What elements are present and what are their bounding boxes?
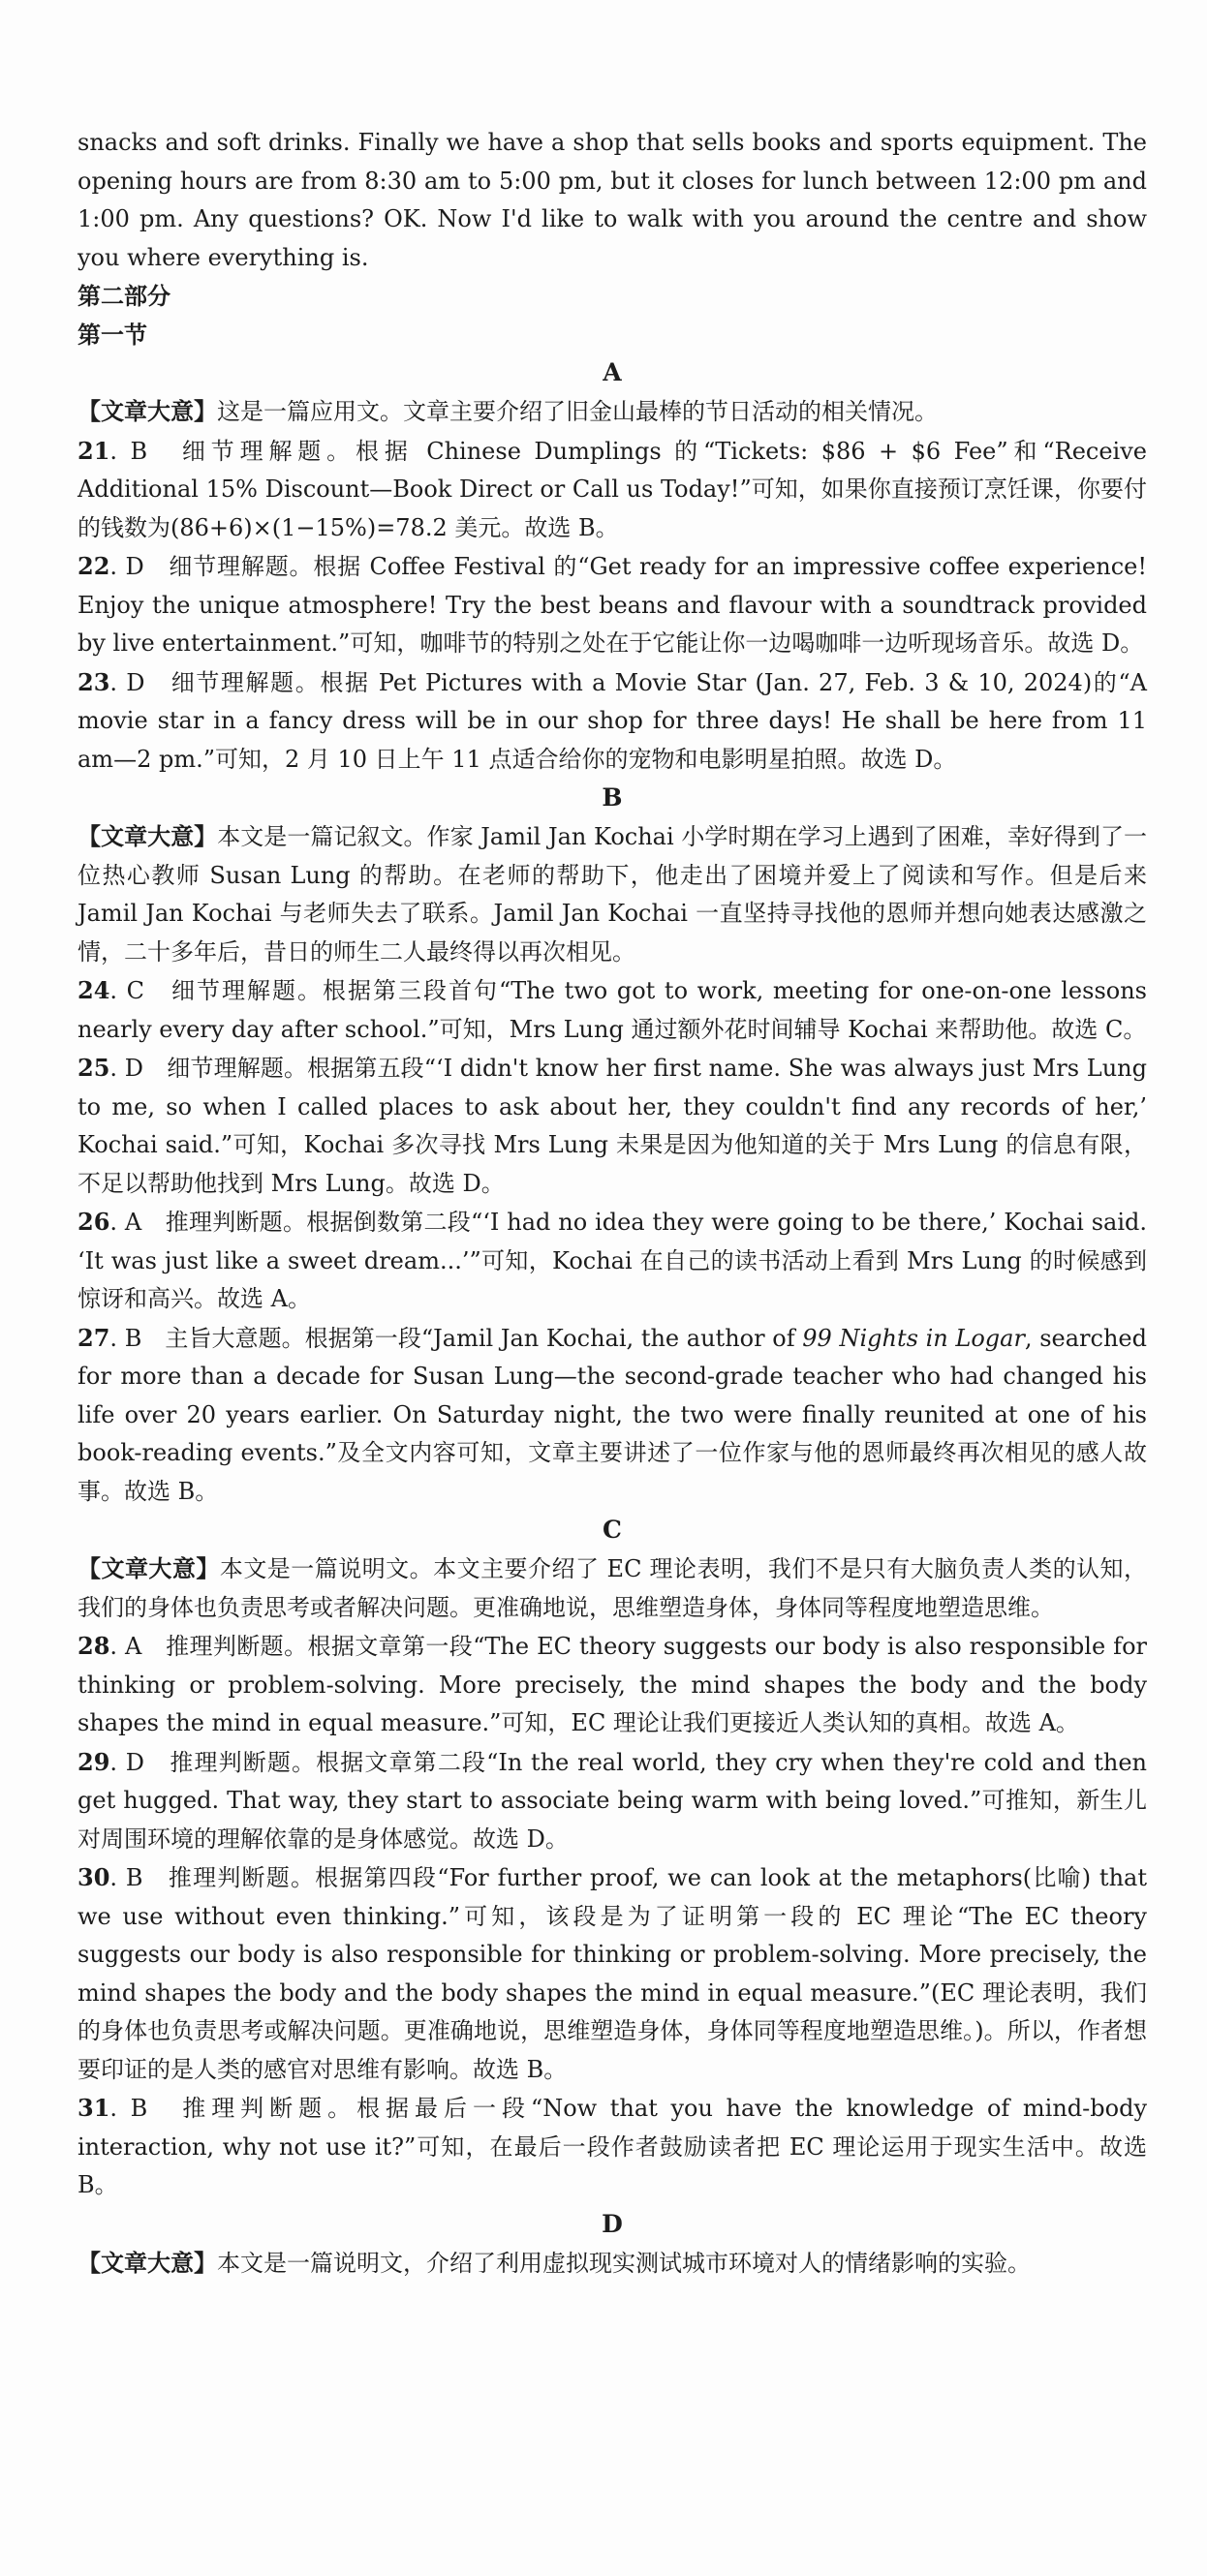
section-b-letter: B — [602, 783, 623, 812]
summary-tag: 【文章大意】 — [77, 397, 217, 425]
question-number: 21 — [77, 436, 110, 465]
section-b-summary — [77, 817, 1155, 971]
answer-text: . D 细节理解题。根据第五段“‘I didn't know her first name. She was always just Mrs Lung to me, so when I called places to ask about her, they couldn't find any records of her,’ Kochai said.”可知，Kochai 多次寻找 Mrs Lung 未果是因为他知道的关于 Mrs Lung 的信息有限，不足以帮助他找到 Mrs Lung。故选 D。 — [77, 1055, 1155, 1197]
question-number: 24 — [77, 976, 110, 1004]
summary-tag: 【文章大意】 — [77, 1554, 220, 1582]
answer-item — [77, 1627, 1155, 1743]
subsection-heading: 第一节 — [77, 320, 147, 349]
question-number: 26 — [77, 1208, 110, 1236]
answer-item — [77, 1858, 1155, 2089]
answer-text: . A 推理判断题。根据倒数第二段“‘I had no idea they were going to be there,’ Kochai said. ‘It was just like a sweet dream...’”可知，Kochai 在自己的读书活动上看到 Mrs Lung 的时候感到惊讶和高兴。故选 A。 — [77, 1209, 1155, 1312]
answer-item — [77, 547, 1155, 663]
question-number: 31 — [77, 2094, 110, 2122]
answer-text: . C 细节理解题。根据第三段首句“The two got to work, meeting for one-on-one lessons nearly every day after school.”可知，Mrs Lung 通过额外花时间辅导 Kochai 来帮助他。故选 C。 — [77, 977, 1155, 1043]
section-a-letter: A — [603, 358, 622, 386]
question-number: 28 — [77, 1632, 110, 1660]
answer-item — [77, 1049, 1155, 1203]
summary-text: 本文是一篇说明文，介绍了利用虚拟现实测试城市环境对人的情绪影响的实验。 — [217, 2249, 1031, 2277]
answer-text: , searched for more than a decade for Susan Lung—the second-grade teacher who had changed his life over 20 years earlier. On Saturday night, the two were finally reunited at one of his book-reading events.”及全文内容可知，文章主要讲述了一位作家与他的恩师最终再次相见的感人故事。故选 B。 — [77, 1324, 1155, 1505]
answer-text: . B 主旨大意题。根据第一段“Jamil Jan Kochai, the author of — [109, 1324, 803, 1352]
question-number: 23 — [77, 667, 110, 696]
section-a-summary — [77, 392, 1147, 432]
answer-item — [77, 663, 1155, 780]
answer-text: . A 推理判断题。根据文章第一段“The EC theory suggests our body is also responsible for thinking or problem-solving. More precisely, the mind shapes the body and the body shapes the mind in equal measure.”可知，EC 理论让我们更接近人类认知的真相。故选 A。 — [77, 1633, 1155, 1736]
intro-paragraph: snacks and soft drinks. Finally we have a shop that sells books and sports equipment. The opening hours are from 8:30 am to 5:00 pm, but it closes for lunch between 12:00 pm and 1:00 pm. Any questions? OK. Now I'd like to walk with you around the centre and show you where everything is. — [77, 129, 1155, 271]
answer-item — [77, 971, 1155, 1049]
section-c-letter: C — [603, 1516, 622, 1544]
section-c-summary — [77, 1549, 1147, 1627]
answer-text: . B 推理判断题。根据第四段“For further proof, we can look at the metaphors(比喻) that we use without even thinking.”可知，该段是为了证明第一段的 EC 理论“The EC theory suggests our body is also responsible for thinking or problem-solving. More precisely, the mind shapes the body and the body shapes the mind in equal measure.”(EC 理论表明，我们的身体也负责思考或解决问题。更准确地说，思维塑造身体，身体同等程度地塑造思维。)。所以，作者想要印证的是人类的感官对思维有影响。故选 B。 — [77, 1864, 1155, 2083]
answer-text: . D 细节理解题。根据 Coffee Festival 的“Get ready for an impressive coffee experience! Enjoy the unique atmosphere! Try the best beans and flavour with a soundtrack provided by live entertainment.”可知，咖啡节的特别之处在于它能让你一边喝咖啡一边听现场音乐。故选 D。 — [77, 553, 1155, 657]
answer-text: . B 细节理解题。根据 Chinese Dumplings 的“Tickets: $86 + $6 Fee”和“Receive Additional 15% Discount—Book Direct or Call us Today!”可知，如果你直接预订烹饪课，你要付的钱数为(86+6)×(1−15%)=78.2 美元。故选 B。 — [77, 437, 1155, 541]
question-number: 22 — [77, 552, 110, 580]
section-d-letter: D — [602, 2209, 623, 2238]
answer-item — [77, 1319, 1155, 1512]
summary-text: 这是一篇应用文。文章主要介绍了旧金山最棒的节日活动的相关情况。 — [217, 398, 938, 425]
answer-text: . B 推理判断题。根据最后一段“Now that you have the knowledge of mind-body interaction, why not use it?”可知，在最后一段作者鼓励读者把 EC 理论运用于现实生活中。故选 B。 — [77, 2095, 1155, 2198]
answer-item — [77, 2089, 1155, 2205]
question-number: 29 — [77, 1747, 110, 1776]
book-title: 99 Nights in Logar — [802, 1324, 1025, 1352]
summary-tag: 【文章大意】 — [77, 2248, 217, 2277]
answer-text: . D 细节理解题。根据 Pet Pictures with a Movie Star (Jan. 27, Feb. 3 & 10, 2024)的“A movie star in a fancy dress will be in our shop for three days! He shall be here from 11 am—2 pm.”可知，2 月 10 日上午 11 点适合给你的宠物和电影明星拍照。故选 D。 — [77, 668, 1155, 773]
question-number: 30 — [77, 1863, 110, 1891]
answer-item — [77, 432, 1155, 548]
summary-text: 本文是一篇记叙文。作家 Jamil Jan Kochai 小学时期在学习上遇到了困难，幸好得到了一位热心教师 Susan Lung 的帮助。在老师的帮助下，他走出了困境并爱上了阅读和写作。但是后来 Jamil Jan Kochai 与老师失去了联系。Jamil Jan Kochai 一直坚持寻找他的恩师并想向她表达感激之情，二十多年后，昔日的师生二人最终得以再次相见。 — [77, 823, 1155, 966]
answer-text: . D 推理判断题。根据文章第二段“In the real world, they cry when they're cold and then get hugged. That way, they start to associate being warm with being loved.”可推知，新生儿对周围环境的理解依靠的是身体感觉。故选 D。 — [77, 1748, 1155, 1853]
question-number: 27 — [77, 1323, 110, 1352]
answer-item — [77, 1203, 1155, 1319]
question-number: 25 — [77, 1054, 110, 1082]
section-d-summary — [77, 2244, 1147, 2284]
summary-tag: 【文章大意】 — [77, 822, 218, 850]
part-heading: 第二部分 — [77, 282, 170, 310]
answer-item — [77, 1743, 1155, 1859]
summary-text: 本文是一篇说明文。本文主要介绍了 EC 理论表明，我们不是只有大脑负责人类的认知，我们的身体也负责思考或者解决问题。更准确地说，思维塑造身体，身体同等程度地塑造思维。 — [77, 1555, 1148, 1621]
